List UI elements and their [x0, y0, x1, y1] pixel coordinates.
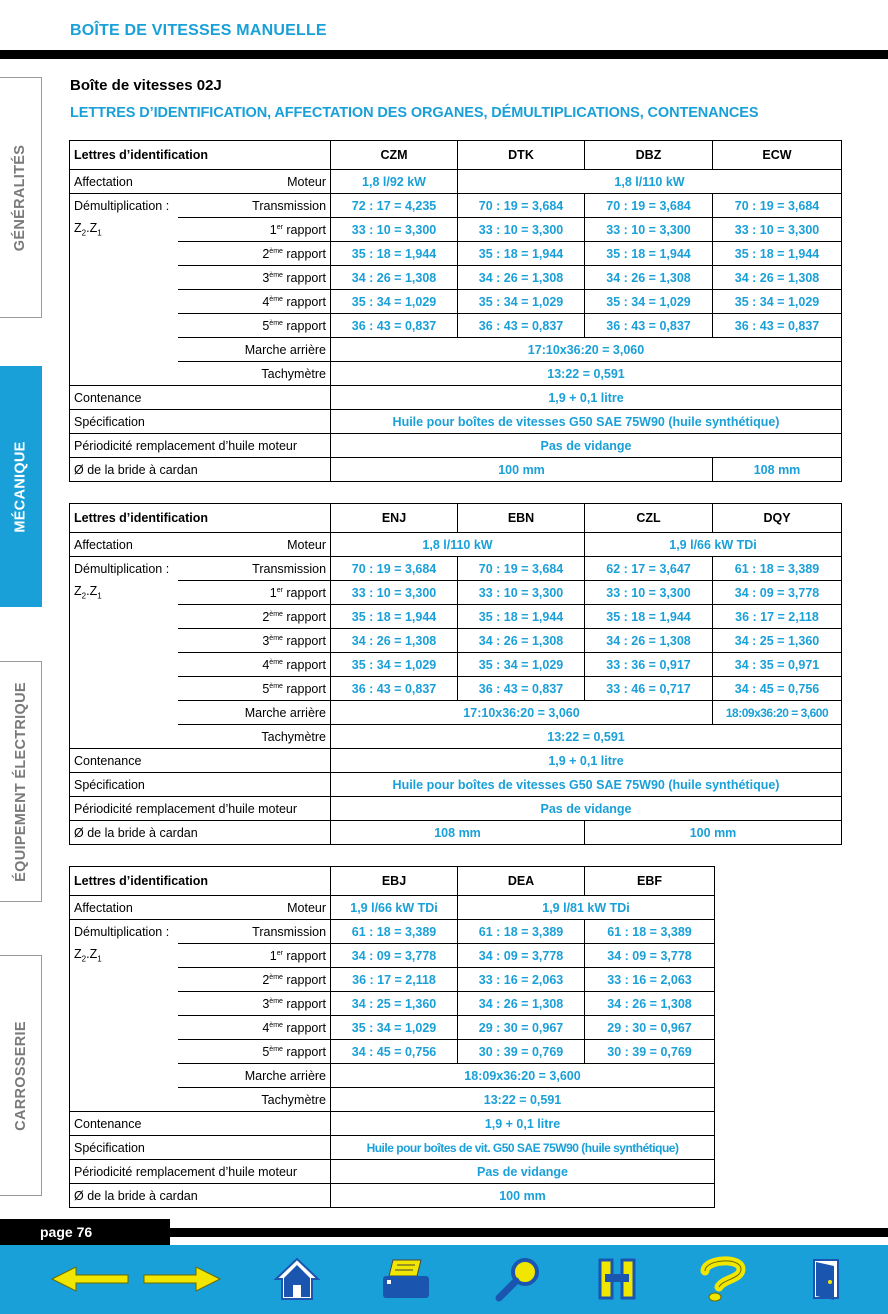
row-sublabel: Tachymètre	[178, 1088, 331, 1112]
gear-word: rapport	[282, 609, 327, 624]
code-cell: CZM	[331, 141, 458, 170]
table-row	[70, 194, 842, 218]
table-row	[70, 170, 842, 194]
row-sublabel	[178, 266, 331, 290]
exit-icon[interactable]	[804, 1255, 848, 1303]
row-label: Périodicité remplacement d’huile moteur	[70, 797, 331, 821]
gear-sup: ème	[269, 997, 283, 1005]
id-label: Lettres d’identification	[70, 141, 331, 170]
value-cell: 36 : 43 = 0,837	[713, 314, 842, 338]
table-row	[70, 266, 842, 290]
value-cell: 35 : 18 = 1,944	[585, 605, 713, 629]
gear-word: rapport	[282, 996, 327, 1011]
row-sublabel: Transmission	[178, 194, 331, 218]
row-sublabel: Tachymètre	[178, 362, 331, 386]
code-cell: EBN	[458, 504, 585, 533]
row-sublabel	[178, 992, 331, 1016]
value-cell: 36 : 43 = 0,837	[585, 314, 713, 338]
table-header-row	[70, 141, 842, 170]
empty-cell	[70, 1040, 178, 1064]
table-row	[70, 362, 842, 386]
value-cell: 34 : 45 = 0,756	[331, 1040, 458, 1064]
value-cell: 36 : 17 = 2,118	[713, 605, 842, 629]
empty-cell	[70, 314, 178, 338]
gear-num: 1	[269, 948, 277, 963]
row-sublabel	[178, 677, 331, 701]
gear-word: rapport	[282, 246, 327, 261]
empty-cell	[70, 605, 178, 629]
value-cell: 1,9 l/81 kW TDi	[458, 896, 715, 920]
gear-num: 4	[262, 657, 270, 672]
value-cell: 34 : 26 = 1,308	[458, 629, 585, 653]
row-label: Contenance	[70, 1112, 331, 1136]
value-cell: 33 : 10 = 3,300	[713, 218, 842, 242]
spec-table-3	[69, 866, 715, 1208]
value-cell: Pas de vidange	[331, 1160, 715, 1184]
table-row	[70, 629, 842, 653]
row-label: Ø de la bride à cardan	[74, 825, 198, 840]
value-cell: 35 : 18 = 1,944	[585, 242, 713, 266]
row-label: Ø de la bride à cardan	[74, 1188, 198, 1203]
gear-word: rapport	[282, 948, 327, 963]
spec-table-2	[69, 503, 842, 845]
row-label: Affectation	[70, 533, 178, 557]
gear-sup: ème	[269, 295, 283, 303]
z-label	[70, 581, 178, 605]
row-label: Affectation	[70, 170, 178, 194]
z-text: Z	[74, 584, 82, 599]
side-tab-mecanique[interactable]	[0, 366, 42, 607]
value-cell: 1,9 l/66 kW TDi	[331, 896, 458, 920]
value-cell: 35 : 18 = 1,944	[458, 605, 585, 629]
value-cell: 34 : 26 = 1,308	[585, 266, 713, 290]
value-cell: 61 : 18 = 3,389	[713, 557, 842, 581]
z-sub: 2	[81, 228, 87, 238]
code-cell: EBF	[585, 867, 715, 896]
table-row	[70, 1064, 715, 1088]
value-cell: 34 : 25 = 1,360	[331, 992, 458, 1016]
table-row	[70, 434, 842, 458]
help-icon[interactable]	[690, 1255, 752, 1303]
row-label: Spécification	[70, 410, 331, 434]
value-cell: 36 : 43 = 0,837	[331, 677, 458, 701]
table-row	[70, 338, 842, 362]
value-cell: 108 mm	[331, 821, 585, 845]
empty-cell	[70, 338, 178, 362]
value-cell: 1,9 + 0,1 litre	[331, 386, 842, 410]
gear-sup: ème	[269, 1021, 283, 1029]
table-row	[70, 920, 715, 944]
row-sublabel	[178, 968, 331, 992]
code-cell: EBJ	[331, 867, 458, 896]
value-cell: 33 : 10 = 3,300	[458, 581, 585, 605]
row-sublabel: Transmission	[178, 557, 331, 581]
row-sublabel	[178, 218, 331, 242]
row-label: Démultiplication :	[74, 561, 170, 576]
index-icon[interactable]	[592, 1255, 642, 1303]
header-bar	[0, 50, 888, 59]
table-row	[70, 1160, 715, 1184]
value-cell: 35 : 34 = 1,029	[331, 1016, 458, 1040]
gear-sup: ème	[269, 682, 283, 690]
z-text: Z	[74, 947, 82, 962]
value-cell: 33 : 10 = 3,300	[458, 218, 585, 242]
value-cell: 35 : 34 = 1,029	[713, 290, 842, 314]
gear-sup: ème	[269, 247, 283, 255]
empty-cell	[70, 701, 178, 725]
value-cell: 33 : 16 = 2,063	[458, 968, 585, 992]
value-cell: Pas de vidange	[331, 434, 842, 458]
table-row	[70, 1136, 715, 1160]
gear-word: rapport	[282, 1020, 327, 1035]
code-cell: DQY	[713, 504, 842, 533]
z-sub: 1	[97, 954, 102, 964]
value-cell: 30 : 39 = 0,769	[458, 1040, 585, 1064]
z-text: .Z	[86, 221, 98, 236]
table-header-row	[70, 867, 715, 896]
empty-cell	[70, 677, 178, 701]
empty-cell	[70, 242, 178, 266]
value-cell: 61 : 18 = 3,389	[458, 920, 585, 944]
value-cell: 70 : 19 = 3,684	[713, 194, 842, 218]
value-cell: 36 : 17 = 2,118	[331, 968, 458, 992]
value-cell: 61 : 18 = 3,389	[331, 920, 458, 944]
value-cell: 34 : 26 = 1,308	[458, 266, 585, 290]
value-cell: 35 : 34 = 1,029	[331, 290, 458, 314]
row-label: Démultiplication :	[74, 924, 170, 939]
value-cell: 35 : 34 = 1,029	[458, 653, 585, 677]
table-row	[70, 290, 842, 314]
table-row	[70, 701, 842, 725]
row-sublabel	[178, 653, 331, 677]
gear-sup: er	[276, 586, 283, 594]
gear-num: 2	[262, 609, 270, 624]
table-row	[70, 677, 842, 701]
row-label: Périodicité remplacement d’huile moteur	[70, 1160, 331, 1184]
value-cell: 29 : 30 = 0,967	[458, 1016, 585, 1040]
gear-sup: ème	[269, 634, 283, 642]
value-cell: 33 : 10 = 3,300	[585, 581, 713, 605]
gear-num: 5	[262, 681, 270, 696]
gear-sup: ème	[269, 610, 283, 618]
side-tab-carrosserie[interactable]	[0, 955, 42, 1196]
value-cell: 34 : 09 = 3,778	[458, 944, 585, 968]
value-cell: 34 : 45 = 0,756	[713, 677, 842, 701]
gear-word: rapport	[282, 318, 327, 333]
row-label: Affectation	[70, 896, 178, 920]
table-row	[70, 1112, 715, 1136]
row-label: Ø de la bride à cardan	[74, 462, 198, 477]
side-tab-equipement-electrique[interactable]	[0, 661, 42, 902]
value-cell: 34 : 09 = 3,778	[713, 581, 842, 605]
side-tab-label: CARROSSERIE	[12, 1020, 29, 1131]
gear-word: rapport	[282, 222, 327, 237]
empty-cell	[70, 290, 178, 314]
table-row	[70, 533, 842, 557]
footer-divider	[170, 1228, 888, 1237]
row-label: Spécification	[70, 773, 331, 797]
row-sublabel: Marche arrière	[178, 338, 331, 362]
row-sublabel: Moteur	[178, 896, 331, 920]
code-cell: CZL	[585, 504, 713, 533]
value-cell: 36 : 43 = 0,837	[458, 677, 585, 701]
table-row	[70, 968, 715, 992]
z-text: Z	[74, 221, 82, 236]
empty-cell	[70, 1064, 178, 1088]
value-cell: 100 mm	[331, 1184, 715, 1208]
row-sublabel: Moteur	[178, 533, 331, 557]
value-cell: 34 : 26 = 1,308	[331, 266, 458, 290]
section-subtitle: LETTRES D’IDENTIFICATION, AFFECTATION DES ORGANES, DÉMULTIPLICATIONS, CONTENANCES	[70, 105, 759, 121]
table-row	[70, 896, 715, 920]
empty-cell	[70, 653, 178, 677]
gear-num: 5	[262, 318, 270, 333]
arrow-right-icon[interactable]	[140, 1255, 222, 1303]
value-cell: 70 : 19 = 3,684	[585, 194, 713, 218]
empty-cell	[70, 362, 178, 386]
value-cell: 34 : 25 = 1,360	[713, 629, 842, 653]
z-sub: 1	[97, 228, 102, 238]
value-cell: 62 : 17 = 3,647	[585, 557, 713, 581]
value-cell: 33 : 36 = 0,917	[585, 653, 713, 677]
table-row	[70, 557, 842, 581]
table-row	[70, 1184, 715, 1208]
id-label: Lettres d’identification	[70, 504, 331, 533]
code-cell: ENJ	[331, 504, 458, 533]
gear-word: rapport	[282, 972, 327, 987]
home-icon[interactable]	[272, 1255, 322, 1303]
value-cell: 33 : 46 = 0,717	[585, 677, 713, 701]
row-sublabel	[178, 629, 331, 653]
table-row	[70, 944, 715, 968]
code-cell: DEA	[458, 867, 585, 896]
empty-cell	[70, 968, 178, 992]
code-cell: ECW	[713, 141, 842, 170]
gear-num: 4	[262, 1020, 270, 1035]
empty-cell	[70, 1088, 178, 1112]
value-cell: 70 : 19 = 3,684	[458, 194, 585, 218]
gear-word: rapport	[282, 657, 327, 672]
gear-word: rapport	[282, 585, 327, 600]
row-sublabel	[178, 605, 331, 629]
z-sub: 1	[97, 591, 102, 601]
gear-num: 1	[269, 585, 277, 600]
value-cell: 70 : 19 = 3,684	[331, 557, 458, 581]
value-cell: 34 : 26 = 1,308	[585, 629, 713, 653]
gear-word: rapport	[282, 681, 327, 696]
table-row	[70, 581, 842, 605]
row-sublabel	[178, 290, 331, 314]
value-cell: 13:22 = 0,591	[331, 1088, 715, 1112]
row-sublabel: Moteur	[178, 170, 331, 194]
table-row	[70, 992, 715, 1016]
table-row	[70, 653, 842, 677]
footer-nav-bar	[0, 1245, 888, 1314]
row-sublabel	[178, 581, 331, 605]
row-sublabel: Marche arrière	[178, 1064, 331, 1088]
value-cell: 1,8 l/110 kW	[458, 170, 842, 194]
value-cell: 35 : 34 = 1,029	[458, 290, 585, 314]
row-sublabel: Tachymètre	[178, 725, 331, 749]
gear-num: 1	[269, 222, 277, 237]
side-tab-label: ÉQUIPEMENT ÉLECTRIQUE	[12, 681, 29, 882]
row-sublabel: Marche arrière	[178, 701, 331, 725]
value-cell: 33 : 10 = 3,300	[585, 218, 713, 242]
value-cell: 1,8 l/92 kW	[331, 170, 458, 194]
empty-cell	[70, 266, 178, 290]
value-cell: 18:09x36:20 = 3,600	[713, 701, 842, 725]
value-cell: 33 : 16 = 2,063	[585, 968, 715, 992]
value-cell: 34 : 26 = 1,308	[331, 629, 458, 653]
id-label: Lettres d’identification	[70, 867, 331, 896]
value-cell: 36 : 43 = 0,837	[458, 314, 585, 338]
value-cell: 70 : 19 = 3,684	[458, 557, 585, 581]
table-row	[70, 773, 842, 797]
gear-word: rapport	[282, 270, 327, 285]
z-text: .Z	[86, 584, 98, 599]
value-cell: 108 mm	[713, 458, 842, 482]
gear-sup: ème	[269, 1045, 283, 1053]
value-cell: 61 : 18 = 3,389	[585, 920, 715, 944]
value-cell: 17:10x36:20 = 3,060	[331, 338, 842, 362]
z-text: .Z	[86, 947, 98, 962]
table-row	[70, 314, 842, 338]
header-title: BOÎTE DE VITESSES MANUELLE	[70, 22, 327, 39]
value-cell: 34 : 09 = 3,778	[331, 944, 458, 968]
row-sublabel	[178, 1016, 331, 1040]
value-cell: 13:22 = 0,591	[331, 725, 842, 749]
value-cell: 36 : 43 = 0,837	[331, 314, 458, 338]
table-row	[70, 797, 842, 821]
row-sublabel	[178, 944, 331, 968]
gear-num: 2	[262, 246, 270, 261]
z-label	[70, 218, 178, 242]
row-label: Périodicité remplacement d’huile moteur	[70, 434, 331, 458]
value-cell: 30 : 39 = 0,769	[585, 1040, 715, 1064]
value-cell: 33 : 10 = 3,300	[331, 218, 458, 242]
table-row	[70, 410, 842, 434]
gear-sup: er	[276, 949, 283, 957]
table-row	[70, 725, 842, 749]
table-row	[70, 218, 842, 242]
value-cell: 1,9 + 0,1 litre	[331, 1112, 715, 1136]
value-cell: 1,9 l/66 kW TDi	[585, 533, 842, 557]
empty-cell	[70, 725, 178, 749]
gear-sup: ème	[269, 973, 283, 981]
gear-word: rapport	[282, 294, 327, 309]
value-cell: 35 : 34 = 1,029	[331, 653, 458, 677]
value-cell: 34 : 26 = 1,308	[713, 266, 842, 290]
search-icon[interactable]	[490, 1255, 546, 1303]
value-cell: 35 : 18 = 1,944	[331, 242, 458, 266]
gear-num: 3	[262, 996, 270, 1011]
row-label: Contenance	[70, 749, 331, 773]
value-cell: 34 : 26 = 1,308	[458, 992, 585, 1016]
gear-num: 2	[262, 972, 270, 987]
code-cell: DTK	[458, 141, 585, 170]
row-label: Contenance	[70, 386, 331, 410]
value-cell: 1,8 l/110 kW	[331, 533, 585, 557]
value-cell: 17:10x36:20 = 3,060	[331, 701, 713, 725]
gear-num: 5	[262, 1044, 270, 1059]
value-cell: 35 : 18 = 1,944	[458, 242, 585, 266]
table-header-row	[70, 504, 842, 533]
row-sublabel	[178, 1040, 331, 1064]
value-cell: 35 : 18 = 1,944	[331, 605, 458, 629]
value-cell: 35 : 18 = 1,944	[713, 242, 842, 266]
row-sublabel	[178, 242, 331, 266]
row-label: Démultiplication :	[74, 198, 170, 213]
side-tab-generalites[interactable]	[0, 77, 42, 318]
table-row	[70, 458, 842, 482]
gear-word: rapport	[282, 1044, 327, 1059]
value-cell: 1,9 + 0,1 litre	[331, 749, 842, 773]
table-row	[70, 1016, 715, 1040]
empty-cell	[70, 992, 178, 1016]
value-cell: 13:22 = 0,591	[331, 362, 842, 386]
value-cell: 100 mm	[585, 821, 842, 845]
spec-table-1	[69, 140, 842, 482]
value-cell: 18:09x36:20 = 3,600	[331, 1064, 715, 1088]
empty-cell	[70, 629, 178, 653]
table-row	[70, 821, 842, 845]
value-cell: Pas de vidange	[331, 797, 842, 821]
table-row	[70, 1088, 715, 1112]
side-tab-label: MÉCANIQUE	[12, 440, 29, 533]
value-cell: 100 mm	[331, 458, 713, 482]
value-cell: 34 : 26 = 1,308	[585, 992, 715, 1016]
empty-cell	[70, 1016, 178, 1040]
gear-sup: ème	[269, 271, 283, 279]
value-cell: Huile pour boîtes de vitesses G50 SAE 75W90 (huile synthétique)	[331, 773, 842, 797]
row-sublabel: Transmission	[178, 920, 331, 944]
table-row	[70, 749, 842, 773]
z-sub: 2	[81, 591, 87, 601]
gear-sup: ème	[269, 319, 283, 327]
gear-num: 3	[262, 270, 270, 285]
row-sublabel	[178, 314, 331, 338]
code-cell: DBZ	[585, 141, 713, 170]
value-cell: Huile pour boîtes de vit. G50 SAE 75W90 (huile synthétique)	[331, 1136, 715, 1160]
z-sub: 2	[81, 954, 87, 964]
value-cell: Huile pour boîtes de vitesses G50 SAE 75W90 (huile synthétique)	[331, 410, 842, 434]
arrow-left-icon[interactable]	[50, 1255, 132, 1303]
print-icon[interactable]	[378, 1255, 434, 1303]
table-row	[70, 242, 842, 266]
z-label	[70, 944, 178, 968]
value-cell: 35 : 34 = 1,029	[585, 290, 713, 314]
gear-num: 3	[262, 633, 270, 648]
gear-sup: er	[276, 223, 283, 231]
value-cell: 33 : 10 = 3,300	[331, 581, 458, 605]
gear-sup: ème	[269, 658, 283, 666]
table-row	[70, 605, 842, 629]
gear-num: 4	[262, 294, 270, 309]
value-cell: 34 : 09 = 3,778	[585, 944, 715, 968]
row-label: Spécification	[70, 1136, 331, 1160]
value-cell: 72 : 17 = 4,235	[331, 194, 458, 218]
gear-word: rapport	[282, 633, 327, 648]
value-cell: 29 : 30 = 0,967	[585, 1016, 715, 1040]
table-row	[70, 386, 842, 410]
table-row	[70, 1040, 715, 1064]
side-tab-label: GÉNÉRALITÉS	[12, 144, 29, 251]
value-cell: 34 : 35 = 0,971	[713, 653, 842, 677]
page-number: page 76	[0, 1219, 170, 1245]
section-title: Boîte de vitesses 02J	[70, 77, 222, 94]
